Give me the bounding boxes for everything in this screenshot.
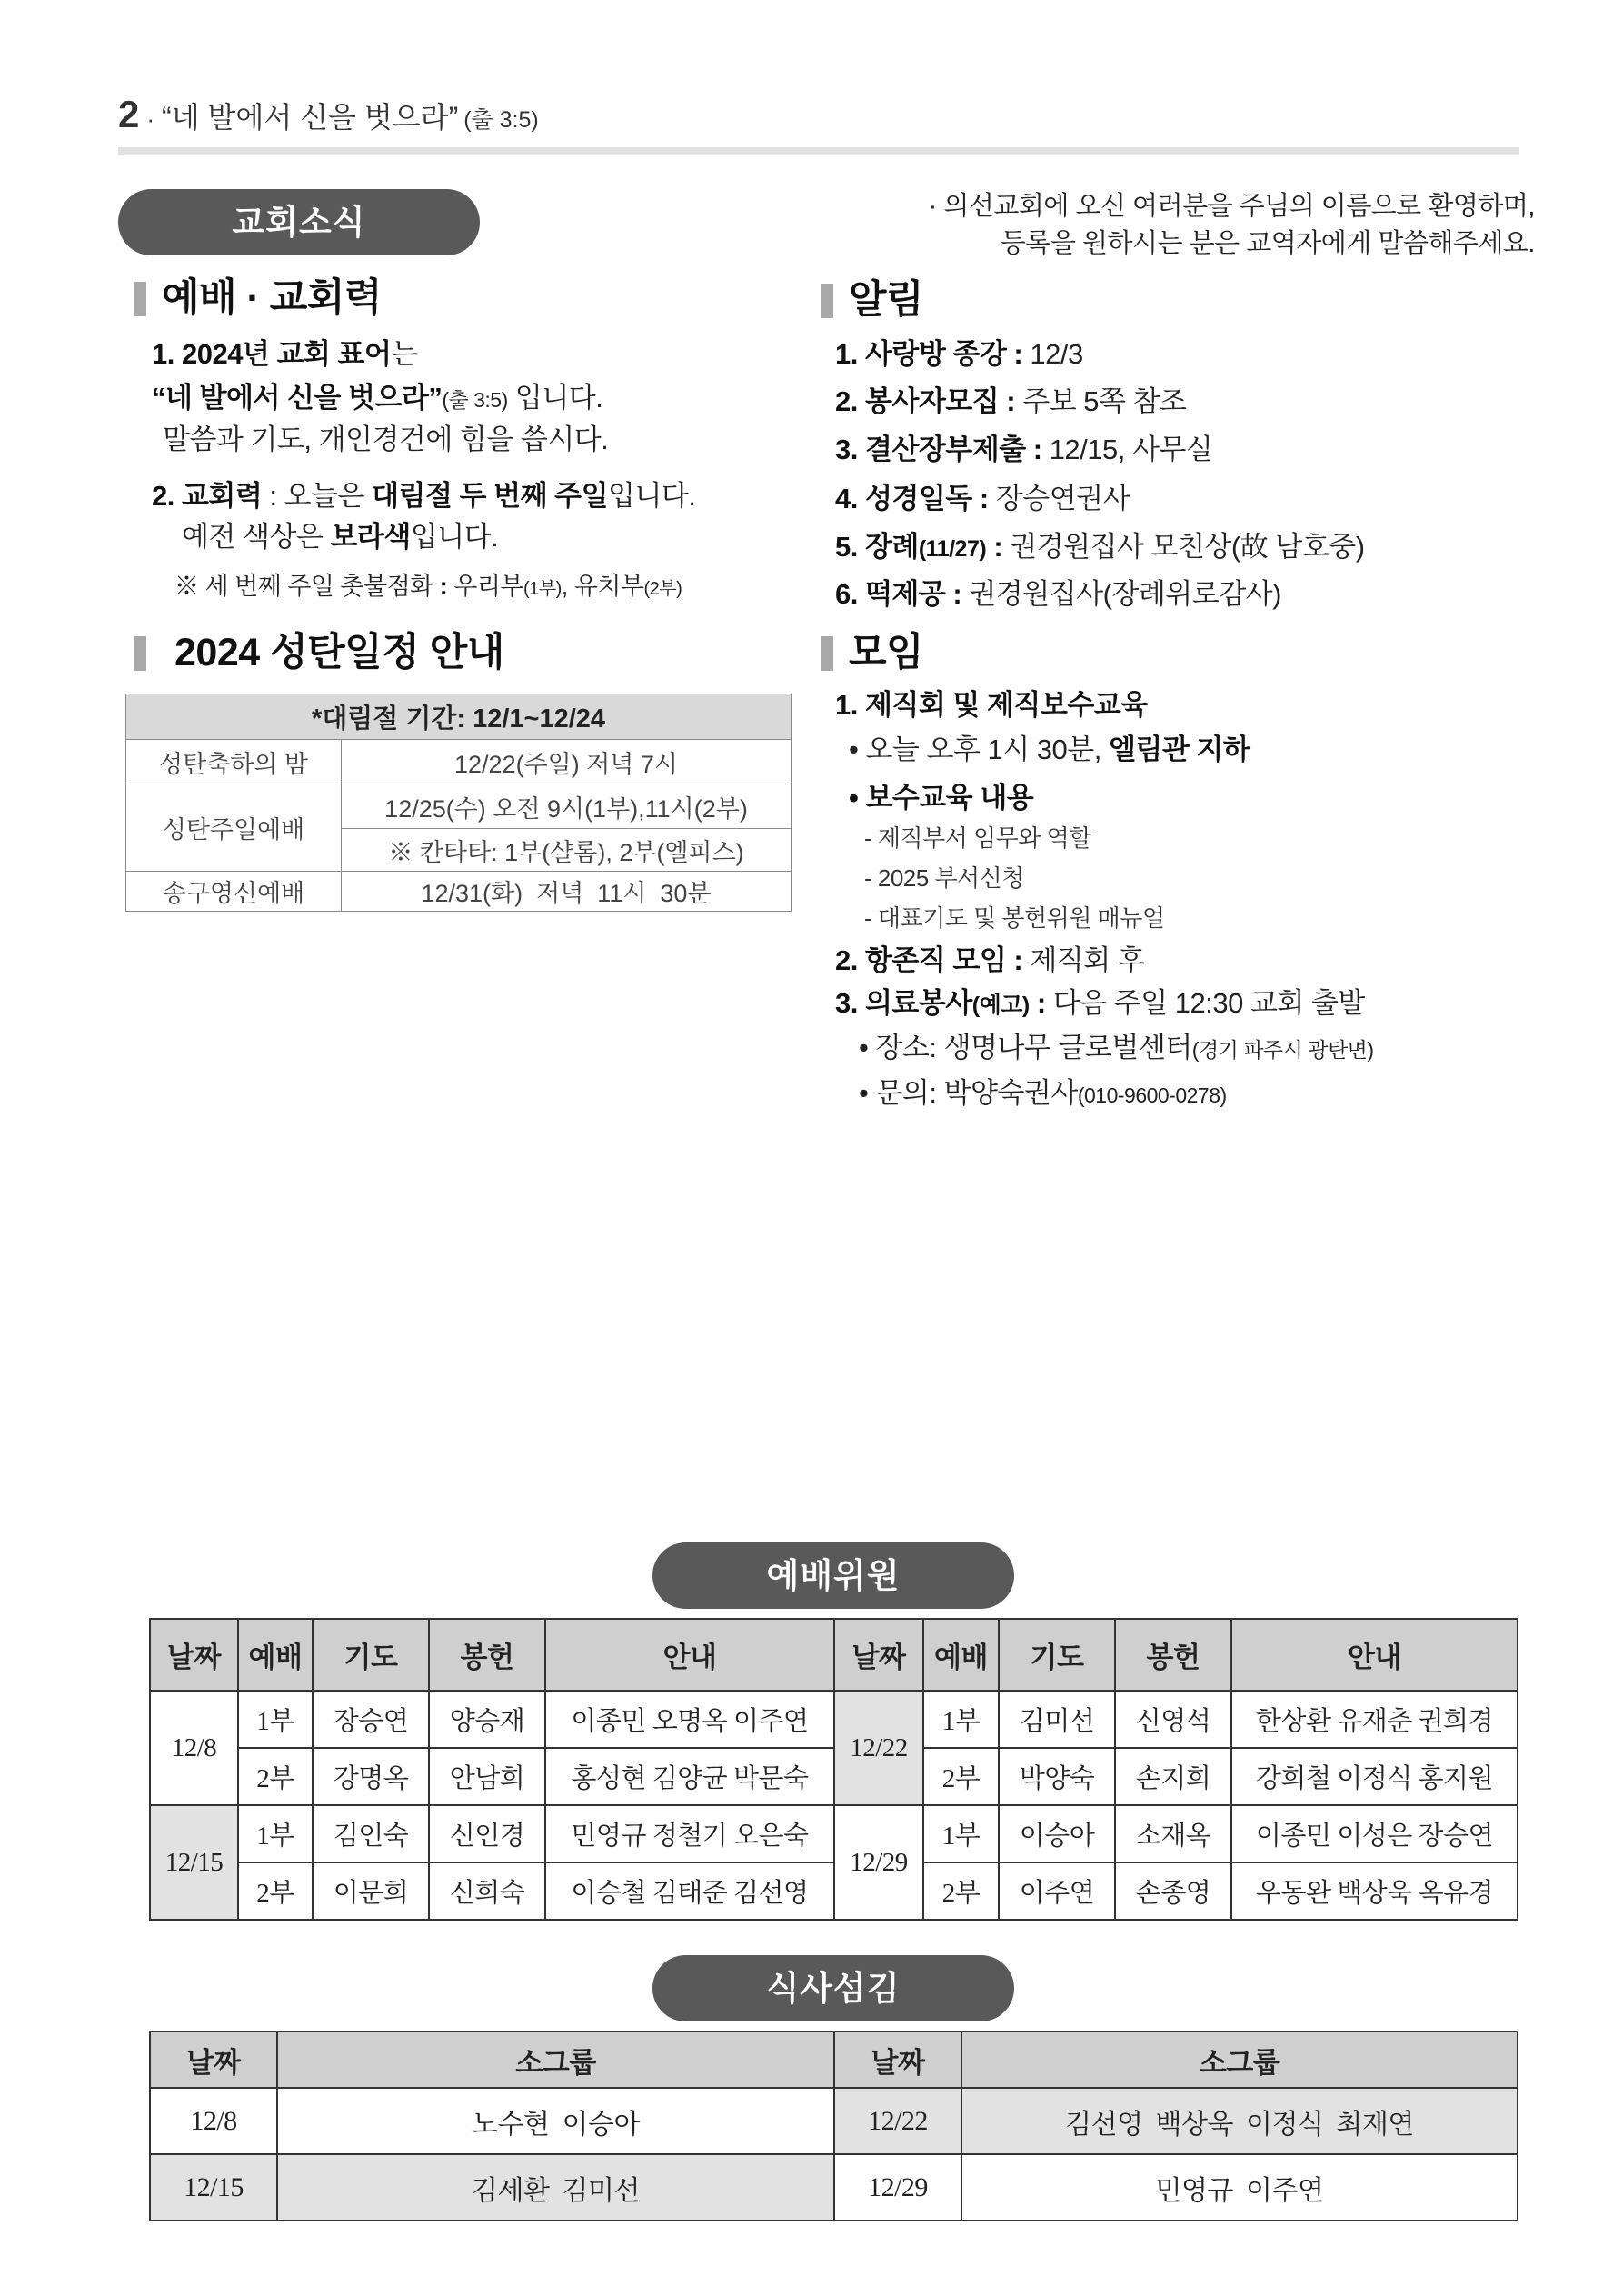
notice-label-note: (11/27) <box>918 536 987 562</box>
column-header: 소그룹 <box>961 2031 1518 2088</box>
candle-note-text: ※ 세 번째 주일 촛불점화 <box>174 573 433 600</box>
prayer-cell: 이승아 <box>999 1805 1115 1862</box>
service-cell: 1부 <box>923 1691 999 1748</box>
training-topic: - 2025 부서신청 <box>864 864 1024 892</box>
notice-label: 2. 봉사자모집 : <box>835 385 1016 417</box>
meeting-label: 3. 의료봉사 <box>835 987 972 1019</box>
usher-cell: 우동완 백상욱 옥유경 <box>1231 1862 1518 1920</box>
column-header: 날짜 <box>834 2031 961 2088</box>
meal-service-pill: 식사섬김 <box>652 1955 1014 2021</box>
date-cell: 12/15 <box>150 1805 238 1920</box>
notice-item <box>835 428 1212 472</box>
table-row <box>150 2088 1518 2154</box>
table-header-row <box>150 2031 1518 2088</box>
column-header: 예배 <box>238 1619 313 1691</box>
header-rule <box>118 147 1519 155</box>
date-cell: 12/29 <box>834 1805 923 1920</box>
event-note: ※ 칸타타: 1부(샬롬), 2부(엘피스) <box>342 829 792 872</box>
calendar-sunday: 대림절 두 번째 주일 <box>372 480 609 512</box>
date-cell: 12/29 <box>834 2154 961 2221</box>
table-row <box>126 872 792 912</box>
usher-cell: 한상환 유재춘 권희경 <box>1231 1691 1518 1748</box>
meal-service-table <box>149 2031 1518 2221</box>
calendar-text: : 오늘은 <box>262 480 373 512</box>
contact-phone: (010-9600-0278) <box>1077 1083 1227 1107</box>
calendar-text: 입니다. <box>410 521 499 553</box>
column-header: 날짜 <box>150 2031 277 2088</box>
notice-label: 5. 장례 <box>835 531 919 563</box>
page-number: 2 <box>118 93 140 135</box>
notice-item <box>835 573 1281 616</box>
offering-cell: 소재옥 <box>1115 1805 1231 1862</box>
date-cell: 12/22 <box>834 2088 961 2154</box>
group-cell: 민영규 이주연 <box>961 2154 1518 2221</box>
calendar-item-line1 <box>152 474 695 518</box>
candle-note-colon: : <box>433 573 454 600</box>
welcome-line: · 의선교회에 오신 여러분을 주님의 이름으로 환영하며, <box>928 192 1535 221</box>
notice-label: 4. 성경일독 : <box>835 483 989 514</box>
prayer-cell: 김미선 <box>999 1691 1115 1748</box>
notice-item <box>835 525 1365 569</box>
meeting-bullet-text: • 오늘 오후 1시 30분, <box>849 734 1109 765</box>
place-text: • 장소: 생명나무 글로벌센터 <box>859 1032 1192 1063</box>
advent-period: *대림절 기간: 12/1~12/24 <box>126 694 792 740</box>
heading-marker <box>134 282 146 316</box>
motto-item-rest: 는 <box>391 338 418 370</box>
meeting-bullet <box>859 1026 1374 1070</box>
welcome-line: 등록을 원하시는 분은 교역자에게 말씀해주세요. <box>1000 229 1535 258</box>
table-row <box>150 2154 1518 2221</box>
column-header: 기도 <box>313 1619 429 1691</box>
training-topic: - 제직부서 임무와 역할 <box>864 824 1091 852</box>
motto-item-line2 <box>152 376 602 420</box>
calendar-text: 입니다. <box>608 480 696 512</box>
table-row <box>150 1805 1518 1862</box>
worship-committee-pill: 예배위원 <box>652 1542 1014 1609</box>
meeting-item <box>835 939 1144 983</box>
candle-dept2: , 유치부 <box>561 573 644 600</box>
table-row <box>126 784 792 829</box>
meeting-bullet <box>849 728 1250 772</box>
prayer-cell: 이주연 <box>999 1862 1115 1920</box>
notice-item <box>835 380 1186 424</box>
meetings-heading: 모임 <box>849 631 924 674</box>
motto-suffix: 입니다. <box>507 382 603 414</box>
column-header: 기도 <box>999 1619 1115 1691</box>
meeting-title: 1. 제직회 및 제직보수교육 <box>835 689 1148 721</box>
service-cell: 1부 <box>923 1805 999 1862</box>
motto-item-line1 <box>152 333 418 376</box>
usher-cell: 강희철 이정식 홍지원 <box>1231 1748 1518 1805</box>
usher-cell: 민영규 정철기 오은숙 <box>545 1805 834 1862</box>
prayer-cell: 장승연 <box>313 1691 429 1748</box>
notice-text: 장승연권사 <box>988 483 1130 514</box>
service-cell: 1부 <box>238 1805 313 1862</box>
prayer-cell: 박양숙 <box>999 1748 1115 1805</box>
date-cell: 12/15 <box>150 2154 277 2221</box>
column-header: 날짜 <box>150 1619 238 1691</box>
christmas-schedule-table <box>125 694 792 912</box>
service-cell: 2부 <box>923 1862 999 1920</box>
prayer-cell: 이문희 <box>313 1862 429 1920</box>
heading-marker <box>134 636 146 671</box>
offering-cell: 신인경 <box>429 1805 545 1862</box>
meeting-label: 2. 항존직 모임 : <box>835 944 1023 976</box>
notice-text: 권경원집사 모친상(故 남호중) <box>1002 531 1365 563</box>
notice-text: 12/3 <box>1022 338 1083 370</box>
notice-item <box>835 333 1083 376</box>
usher-cell: 홍성현 김양균 박문숙 <box>545 1748 834 1805</box>
table-row <box>150 1691 1518 1748</box>
candle-note <box>174 564 682 608</box>
service-cell: 2부 <box>238 1862 313 1920</box>
group-cell: 김세환 김미선 <box>277 2154 834 2221</box>
offering-cell: 안남희 <box>429 1748 545 1805</box>
date-cell: 12/8 <box>150 2088 277 2154</box>
event-time: 12/25(수) 오전 9시(1부),11시(2부) <box>342 784 792 829</box>
page-header <box>118 87 539 142</box>
offering-cell: 신영석 <box>1115 1691 1231 1748</box>
table-row <box>126 694 792 740</box>
church-news-pill: 교회소식 <box>118 189 480 255</box>
usher-cell: 이종민 이성은 장승연 <box>1231 1805 1518 1862</box>
offering-cell: 신희숙 <box>429 1862 545 1920</box>
meeting-bullet: • 보수교육 내용 <box>849 782 1034 814</box>
christmas-heading: 2024 성탄일정 안내 <box>174 631 504 674</box>
service-cell: 2부 <box>238 1748 313 1805</box>
notice-text: 주보 5쪽 참조 <box>1015 385 1187 417</box>
contact-text: • 문의: 박양숙권사 <box>859 1077 1078 1109</box>
prayer-cell: 김인숙 <box>313 1805 429 1862</box>
table-row <box>126 740 792 784</box>
meeting-item <box>835 982 1365 1025</box>
worship-committee-body <box>150 1691 1518 1920</box>
service-cell: 2부 <box>923 1748 999 1805</box>
calendar-text: 예전 색상은 <box>182 521 331 553</box>
group-cell: 노수현 이승아 <box>277 2088 834 2154</box>
notices-heading: 알림 <box>849 278 924 322</box>
motto-reference: (출 3:5) <box>442 388 508 412</box>
column-header: 안내 <box>545 1619 834 1691</box>
column-header: 봉헌 <box>429 1619 545 1691</box>
candle-dept1-note: (1부) <box>523 579 562 599</box>
worship-committee-table <box>149 1618 1518 1921</box>
calendar-item-label: 2. 교회력 <box>152 480 263 512</box>
column-header: 소그룹 <box>277 2031 834 2088</box>
heading-marker <box>821 636 833 671</box>
meeting-label-note: (예고) <box>971 993 1030 1018</box>
column-header: 날짜 <box>834 1619 923 1691</box>
event-name: 성탄축하의 밤 <box>126 740 342 784</box>
notice-label: 1. 사랑방 종강 : <box>835 338 1023 370</box>
motto-item-line3: 말씀과 기도, 개인경건에 힘을 씁시다. <box>163 424 609 455</box>
notice-label: 3. 결산장부제출 : <box>835 434 1042 465</box>
notice-text: 12/15, 사무실 <box>1041 434 1213 465</box>
motto-text: “네 발에서 신을 벗으라” <box>152 382 443 414</box>
meeting-text: 다음 주일 12:30 교회 출발 <box>1045 987 1365 1019</box>
worship-calendar-heading: 예배 · 교회력 <box>162 276 382 320</box>
column-header: 예배 <box>923 1619 999 1691</box>
table-row <box>150 1862 1518 1920</box>
calendar-item-line2 <box>182 515 498 559</box>
column-header: 봉헌 <box>1115 1619 1231 1691</box>
place-note: (경기 파주시 광탄면) <box>1191 1038 1374 1062</box>
table-row <box>150 1748 1518 1805</box>
usher-cell: 이승철 김태준 김선영 <box>545 1862 834 1920</box>
candle-dept1: 우리부 <box>453 573 523 600</box>
motto-item-label: 1. 2024년 교회 표어 <box>152 338 392 370</box>
offering-cell: 손종영 <box>1115 1862 1231 1920</box>
date-cell: 12/8 <box>150 1691 238 1805</box>
meal-service-body <box>150 2088 1518 2221</box>
offering-cell: 손지희 <box>1115 1748 1231 1805</box>
event-name: 성탄주일예배 <box>126 784 342 872</box>
meeting-bullet <box>859 1072 1227 1115</box>
group-cell: 김선영 백상욱 이정식 최재연 <box>961 2088 1518 2154</box>
header-motto: “네 발에서 신을 벗으라” <box>162 101 459 134</box>
service-cell: 1부 <box>238 1691 313 1748</box>
event-time: 12/31(화) 저녁 11시 30분 <box>342 872 792 912</box>
header-reference: (출 3:5) <box>463 107 539 133</box>
table-header-row <box>150 1619 1518 1691</box>
meeting-text: 제직회 후 <box>1022 944 1145 976</box>
candle-dept2-note: (2부) <box>643 579 682 599</box>
date-cell: 12/22 <box>834 1691 923 1805</box>
offering-cell: 양승재 <box>429 1691 545 1748</box>
meeting-colon: : <box>1029 987 1046 1019</box>
liturgical-color: 보라색 <box>330 521 411 553</box>
notice-label: 6. 떡제공 : <box>835 578 962 610</box>
meeting-location: 엘림관 지하 <box>1108 734 1250 765</box>
column-header: 안내 <box>1231 1619 1518 1691</box>
training-topic: - 대표기도 및 봉헌위원 매뉴얼 <box>864 904 1165 932</box>
prayer-cell: 강명옥 <box>313 1748 429 1805</box>
usher-cell: 이종민 오명옥 이주연 <box>545 1691 834 1748</box>
heading-marker <box>821 284 833 318</box>
notice-item <box>835 477 1130 521</box>
notice-text: 권경원집사(장례위로감사) <box>961 578 1281 610</box>
notice-colon: : <box>986 531 1003 563</box>
header-separator: · <box>146 105 155 133</box>
event-time: 12/22(주일) 저녁 7시 <box>342 740 792 784</box>
event-name: 송구영신예배 <box>126 872 342 912</box>
